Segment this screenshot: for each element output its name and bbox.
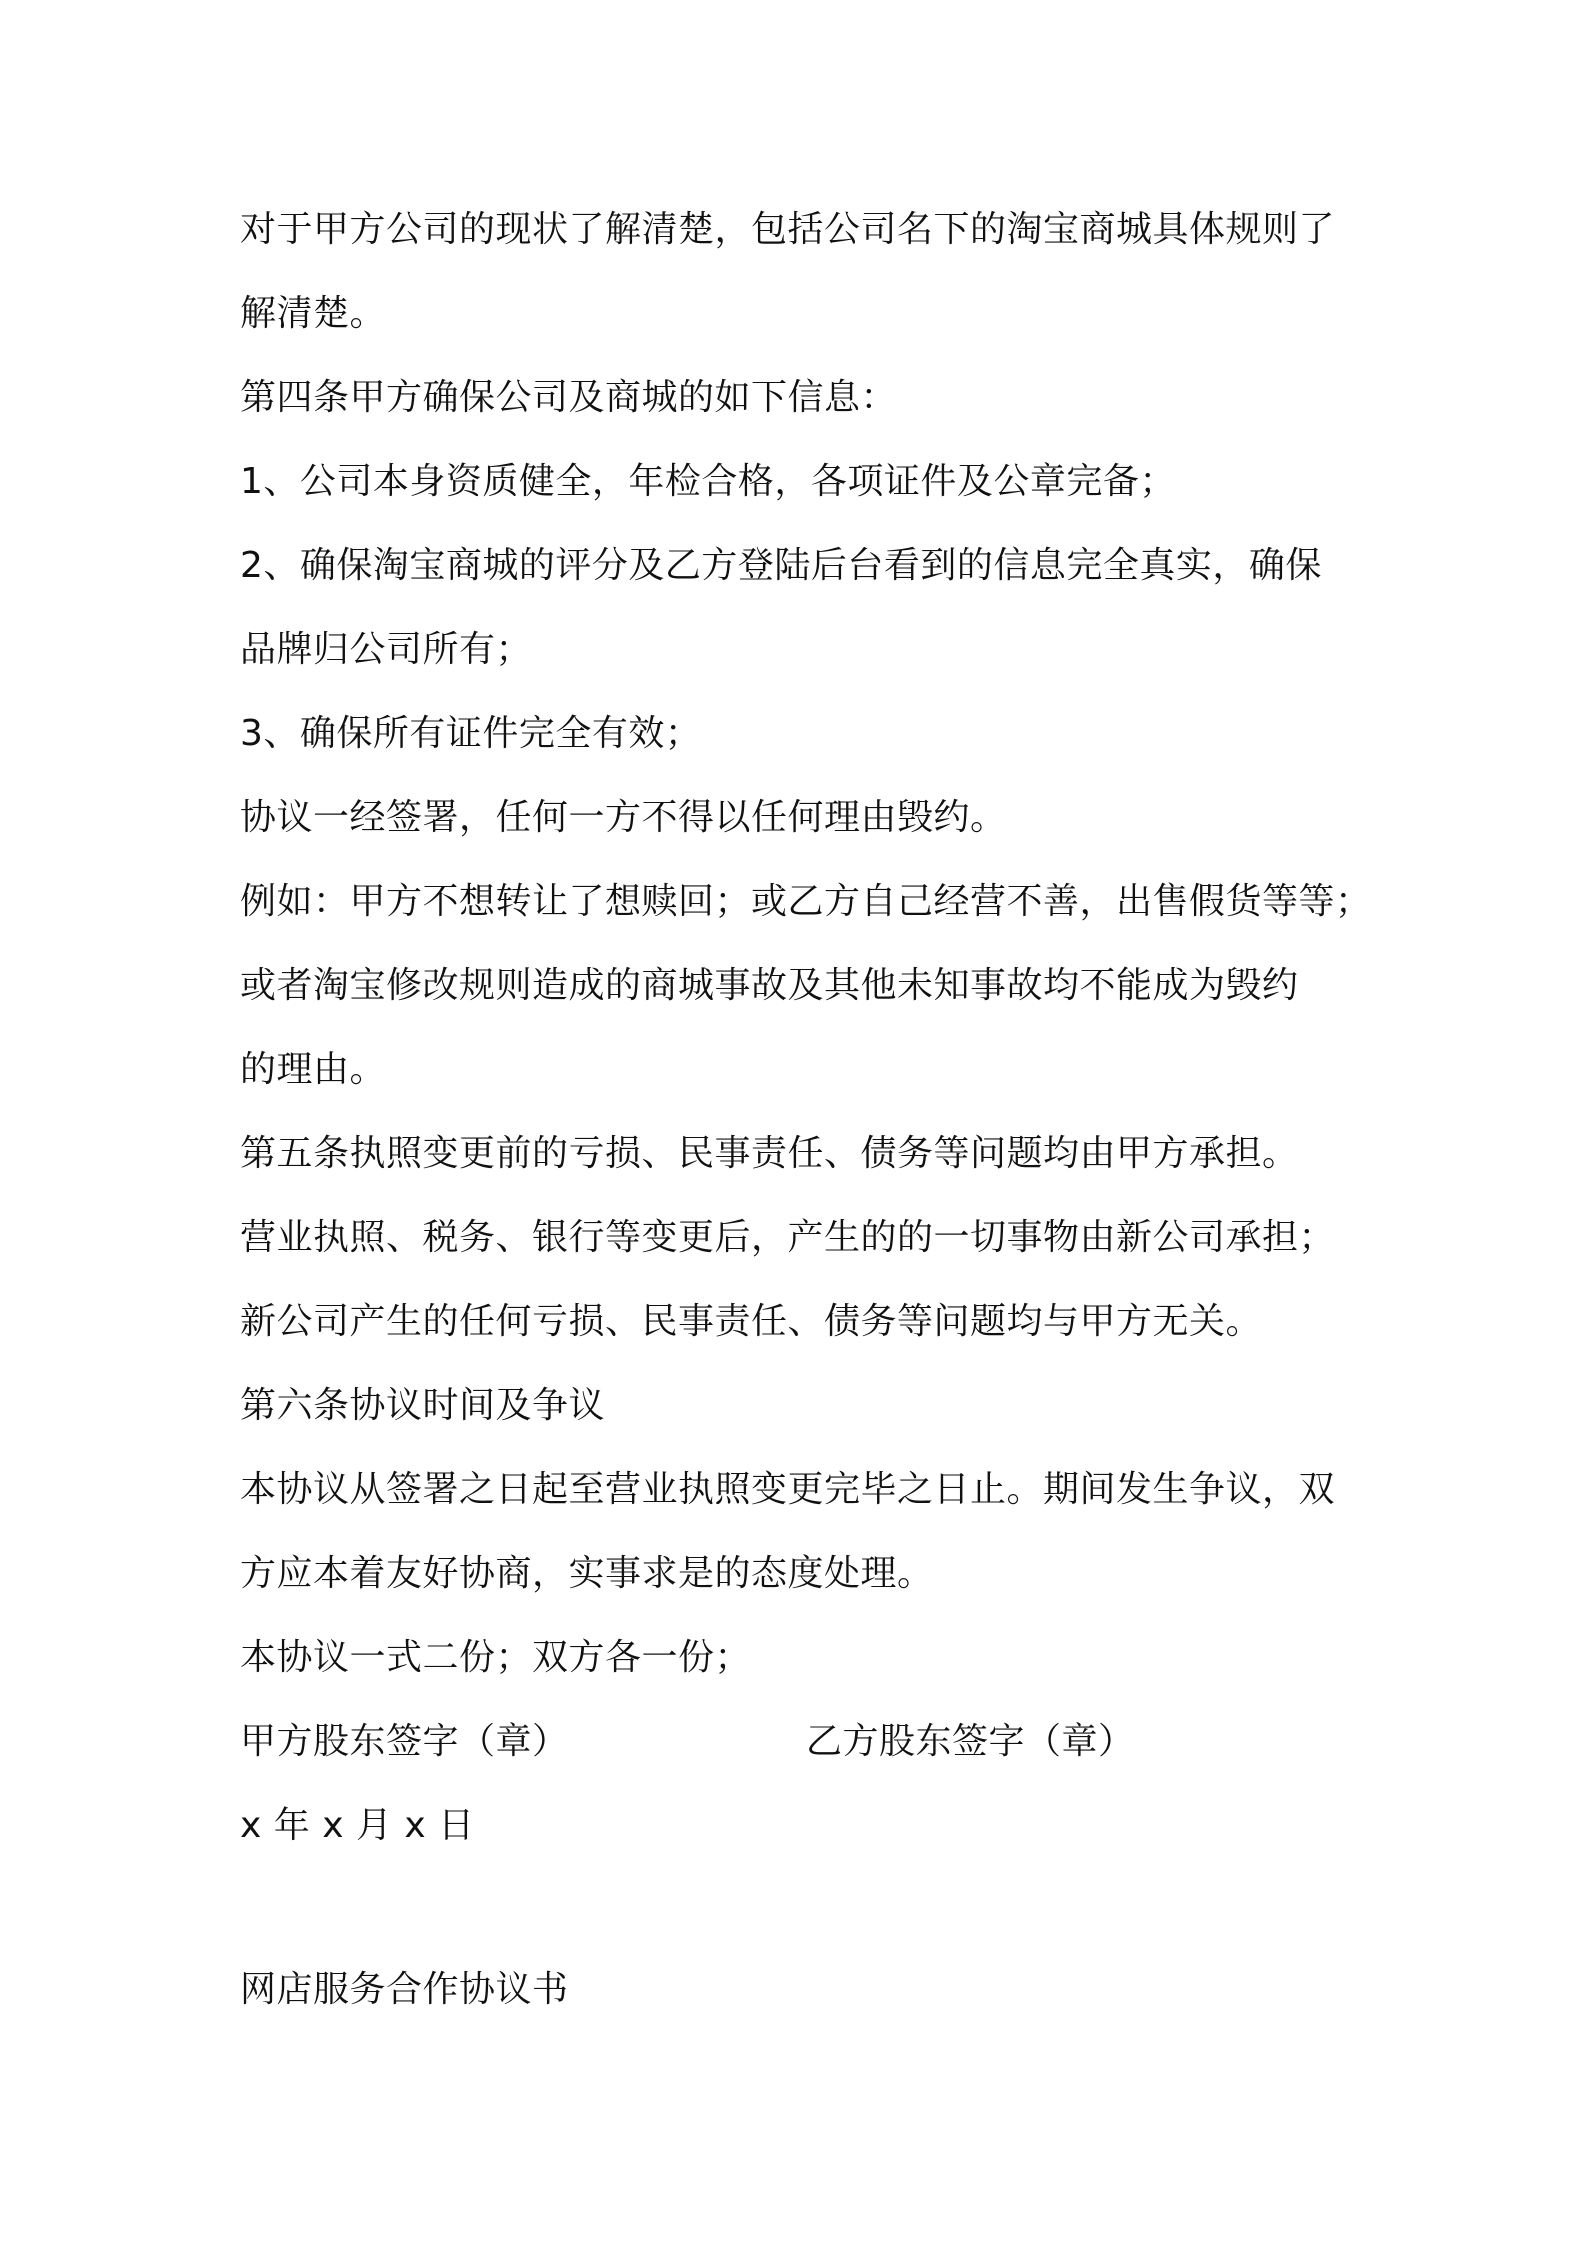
- paragraph-line: 本协议从签署之日起至营业执照变更完毕之日止。期间发生争议，双: [240, 1469, 1336, 1510]
- list-item: 3、确保所有证件完全有效；: [240, 713, 702, 754]
- party-b-signature: 乙方股东签字（章）: [806, 1721, 1135, 1762]
- paragraph-line: 协议一经签署，任何一方不得以任何理由毁约。: [240, 797, 1007, 838]
- paragraph-line: 新公司产生的任何亏损、民事责任、债务等问题均与甲方无关。: [240, 1301, 1263, 1342]
- paragraph-line: 营业执照、税务、银行等变更后，产生的的一切事物由新公司承担；: [240, 1217, 1336, 1258]
- signing-date: x 年 x 月 x 日: [240, 1805, 475, 1846]
- paragraph-line: 方应本着友好协商，实事求是的态度处理。: [240, 1553, 934, 1594]
- next-document-title: 网店服务合作协议书: [240, 1969, 569, 2010]
- paragraph-line: 本协议一式二份；双方各一份；: [240, 1637, 752, 1678]
- list-item: 1、公司本身资质健全，年检合格，各项证件及公章完备；: [240, 461, 1176, 502]
- article-4-heading: 第四条甲方确保公司及商城的如下信息：: [240, 377, 898, 418]
- paragraph-line: 例如：甲方不想转让了想赎回；或乙方自己经营不善，出售假货等等；: [240, 881, 1372, 922]
- paragraph-line: 品牌归公司所有；: [240, 629, 533, 670]
- paragraph-line: 的理由。: [240, 1049, 387, 1090]
- party-a-signature: 甲方股东签字（章）: [240, 1721, 569, 1762]
- paragraph-line: 或者淘宝修改规则造成的商城事故及其他未知事故均不能成为毁约: [240, 965, 1299, 1006]
- article-5-heading: 第五条执照变更前的亏损、民事责任、债务等问题均由甲方承担。: [240, 1133, 1299, 1174]
- paragraph-line: 解清楚。: [240, 293, 387, 334]
- paragraph-line: 对于甲方公司的现状了解清楚，包括公司名下的淘宝商城具体规则了: [240, 209, 1336, 250]
- list-item: 2、确保淘宝商城的评分及乙方登陆后台看到的信息完全真实，确保: [240, 545, 1322, 586]
- article-6-heading: 第六条协议时间及争议: [240, 1385, 606, 1426]
